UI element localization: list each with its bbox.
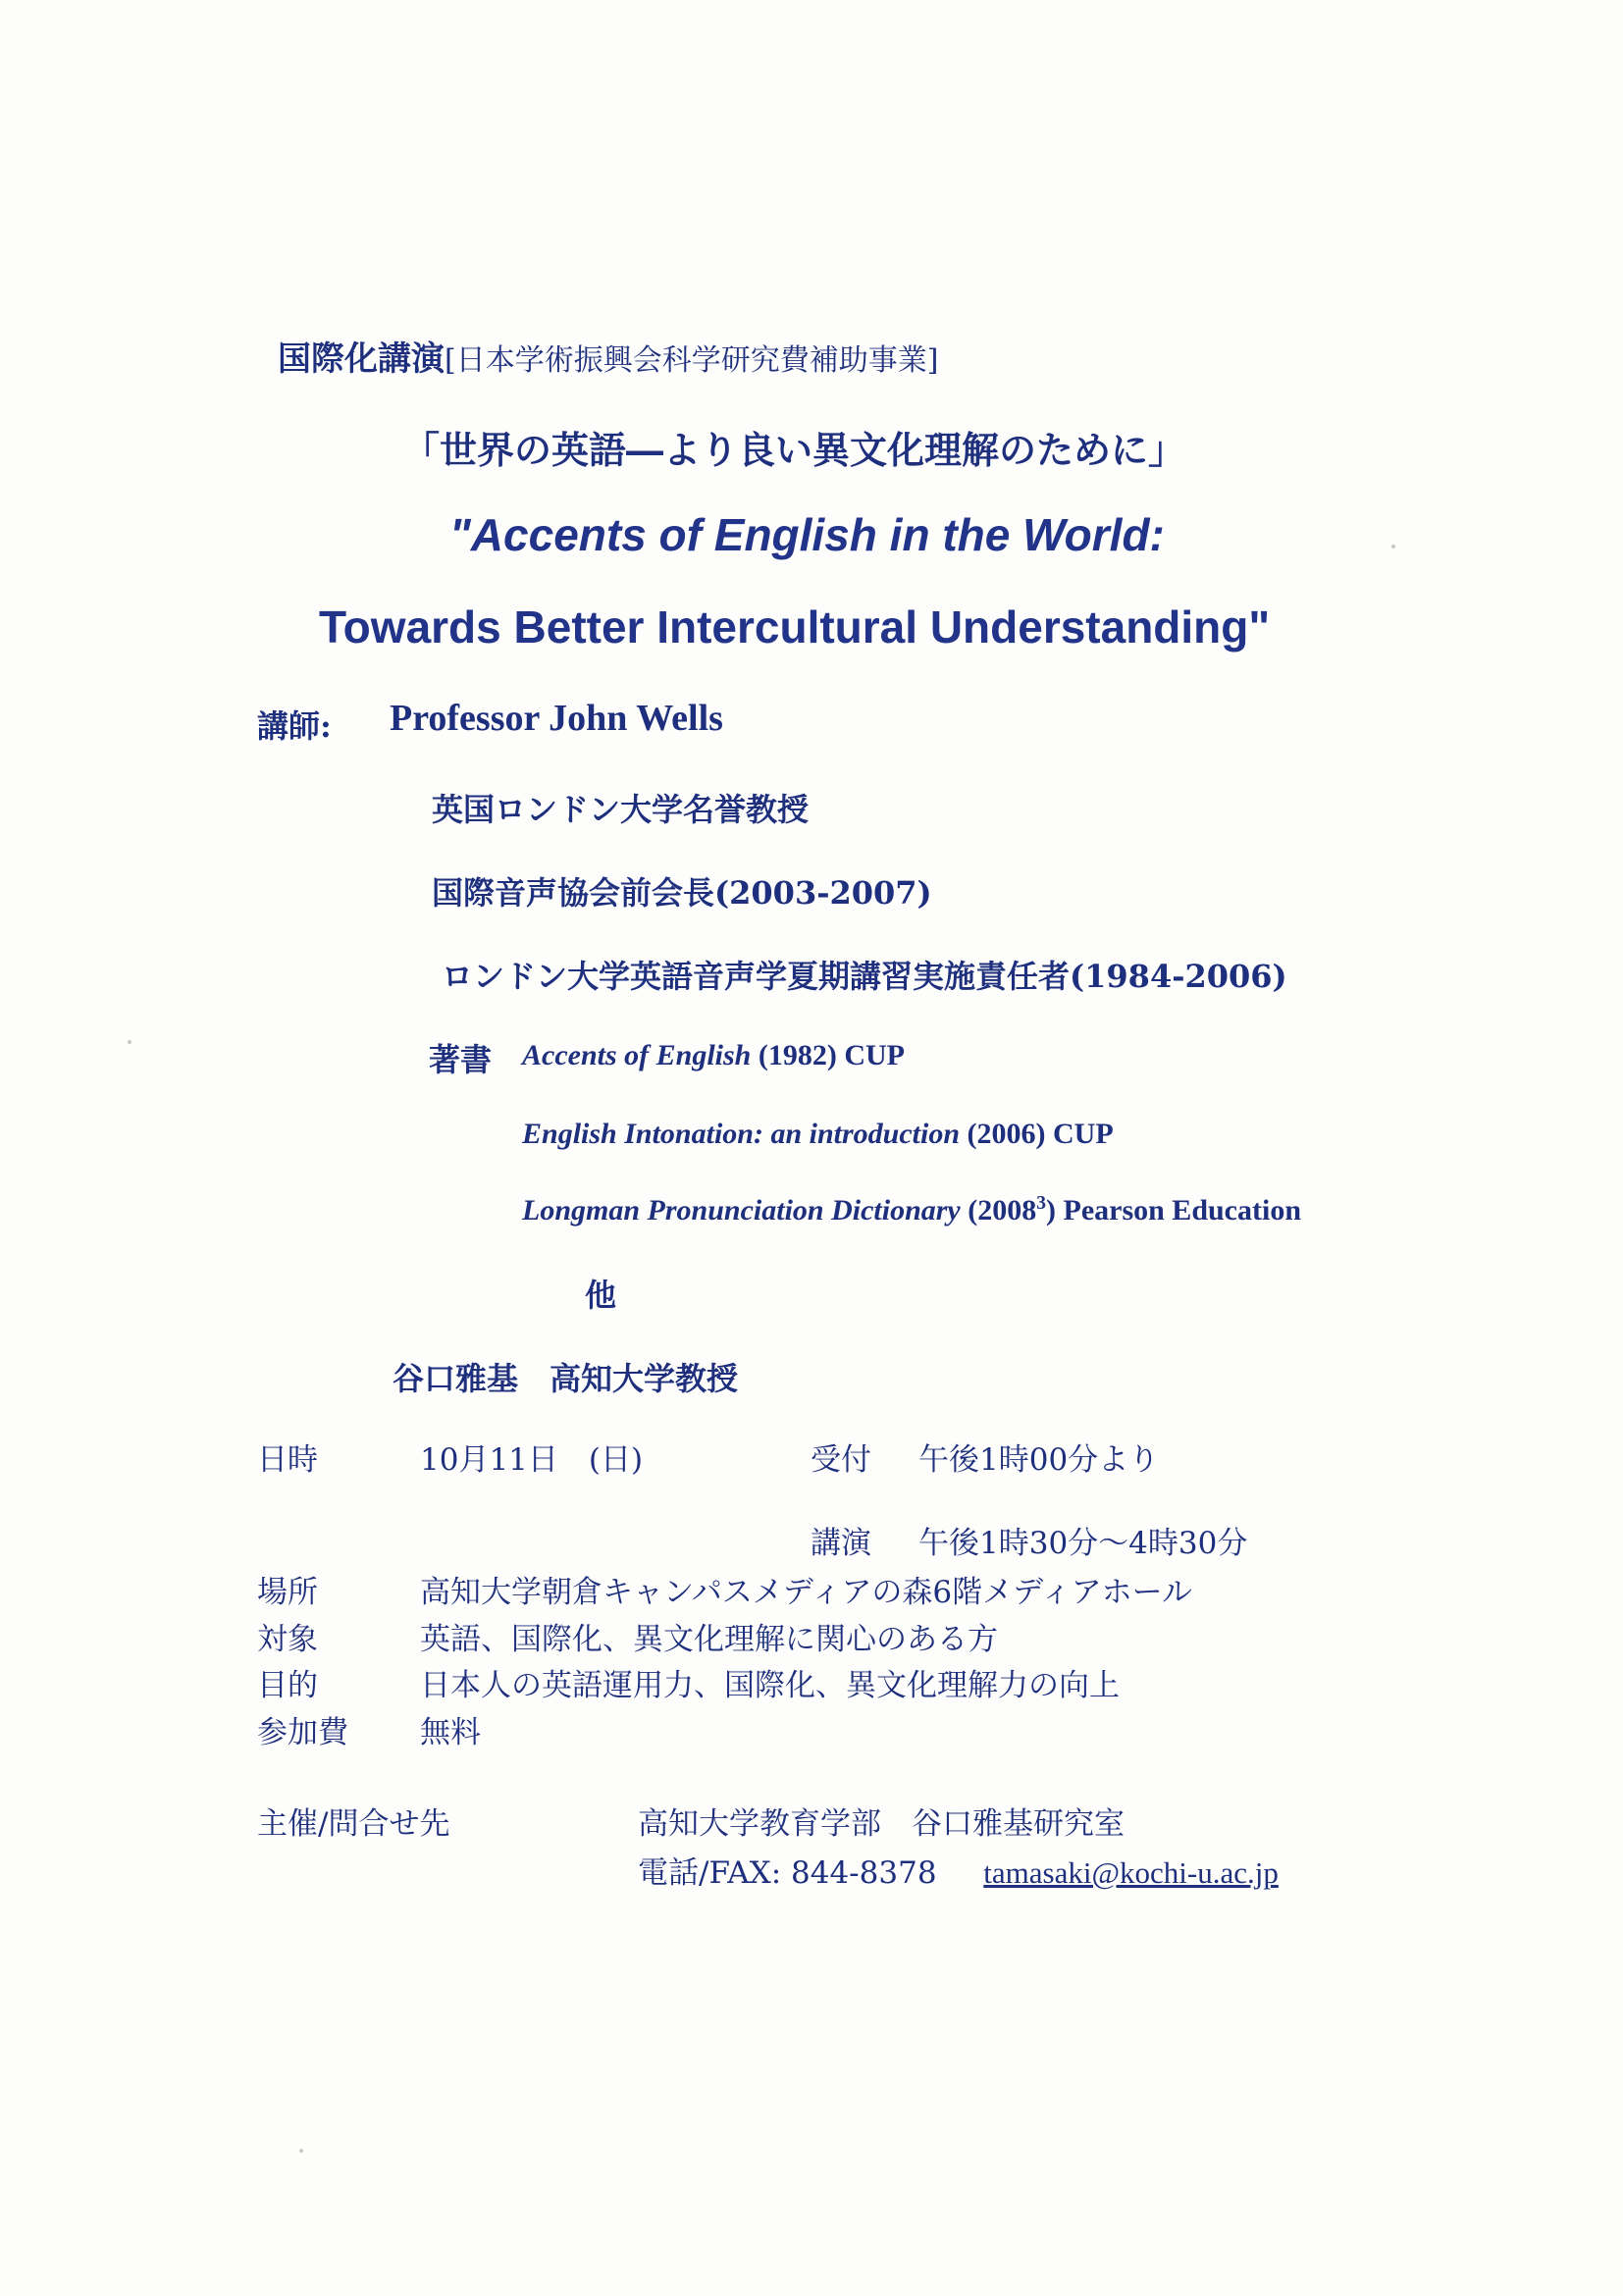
book-1	[522, 1038, 905, 1072]
lecture-value: 午後1時30分～4時30分	[918, 1526, 1248, 1561]
book-3-title: Longman Pronunciation Dictionary	[522, 1194, 961, 1226]
audience-label: 対象	[257, 1622, 318, 1657]
credential-2: 国際音声協会前会長(2003-2007)	[432, 874, 932, 912]
lecturer-name: Professor John Wells	[390, 698, 723, 739]
scan-speck	[299, 2149, 303, 2153]
contact-label: 主催/問合せ先	[257, 1806, 450, 1842]
book-3	[522, 1193, 1301, 1227]
fee-label: 参加費	[257, 1715, 348, 1750]
book-3-info-post: ) Pearson Education	[1046, 1194, 1302, 1226]
venue-value: 高知大学朝倉キャンパスメディアの森6階メディアホール	[420, 1575, 1192, 1610]
contact-organizer: 高知大学教育学部 谷口雅基研究室	[638, 1806, 1125, 1842]
credential-1: 英国ロンドン大学名誉教授	[432, 791, 810, 828]
catch-copy: 「世界の英語―より良い異文化理解のために」	[402, 428, 1186, 472]
contact-line	[638, 1848, 1279, 1892]
book-2-title: English Intonation: an introduction	[522, 1118, 961, 1150]
reception-value: 午後1時00分より	[918, 1442, 1160, 1478]
fee-value: 無料	[420, 1715, 481, 1750]
scan-speck	[1391, 545, 1395, 548]
book-1-info: (1982) CUP	[751, 1039, 906, 1071]
scan-speck	[128, 1040, 131, 1044]
contact-email-link[interactable]: tamasaki@kochi-u.ac.jp	[983, 1855, 1279, 1890]
book-1-title: Accents of English	[522, 1039, 752, 1071]
venue-label: 場所	[257, 1575, 318, 1610]
etc-label: 他	[585, 1277, 617, 1314]
purpose-label: 目的	[257, 1668, 318, 1703]
header	[278, 332, 938, 380]
audience-value: 英語、国際化、異文化理解に関心のある方	[420, 1622, 998, 1657]
title-line-1: "Accents of English in the World:	[449, 509, 1165, 560]
contact-phone: 電話/FAX: 844-8378	[638, 1855, 937, 1891]
book-2-info: (2006) CUP	[960, 1118, 1114, 1150]
title-line-2: Towards Better Intercultural Understanding"	[319, 601, 1271, 652]
header-label: 国際化講演	[278, 339, 445, 379]
credential-3: ロンドン大学英語音声学夏期講習実施責任者(1984-2006)	[442, 958, 1287, 995]
lecture-label: 講演	[811, 1526, 871, 1561]
header-sub: [日本学術振興会科学研究費補助事業]	[445, 343, 939, 378]
date-value: 10月11日 (日)	[420, 1442, 644, 1478]
book-3-info-pre: (2008	[960, 1194, 1037, 1226]
purpose-value: 日本人の英語運用力、国際化、異文化理解力の向上	[420, 1668, 1120, 1703]
second-lecturer: 谷口雅基 高知大学教授	[393, 1360, 739, 1397]
books-label: 著書	[429, 1041, 493, 1078]
date-label: 日時	[257, 1442, 318, 1478]
reception-label: 受付	[811, 1442, 871, 1478]
book-2	[522, 1117, 1114, 1151]
book-3-edition: 3	[1036, 1193, 1046, 1214]
lecturer-label: 講師:	[257, 707, 332, 745]
